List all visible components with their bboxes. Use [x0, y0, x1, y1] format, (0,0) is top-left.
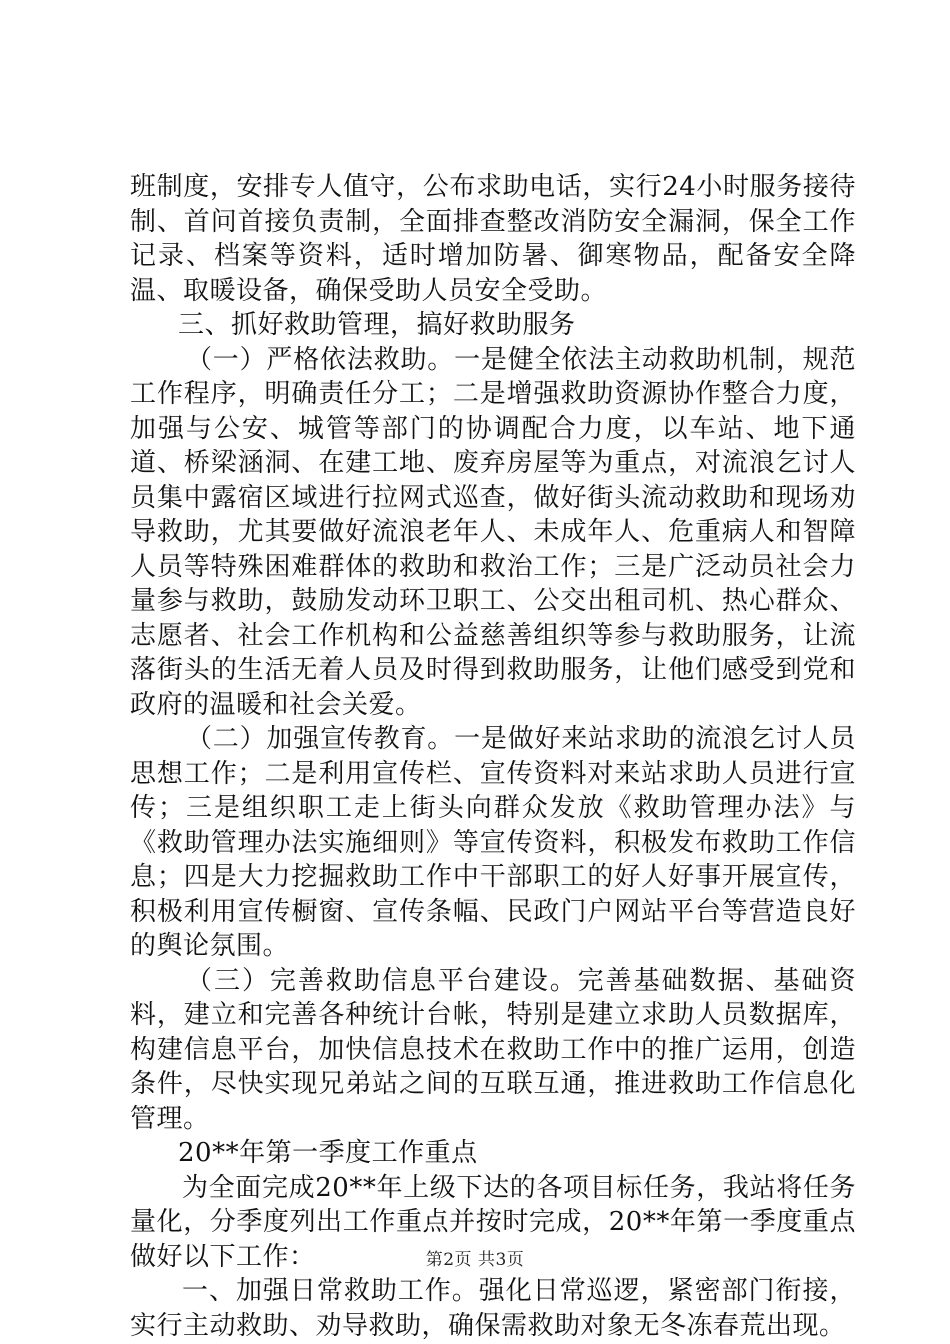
paragraph-q1-intro: 为全面完成20**年上级下达的各项目标任务，我站将任务量化，分季度列出工作重点并按时完成，20**年第一季度重点做好以下工作： — [130, 1172, 856, 1272]
paragraph-duty-system: 班制度，安排专人值守，公布求助电话，实行24小时服务接待制、首问首接负责制，全面排查整改消防安全漏洞，保全工作记录、档案等资料，适时增加防暑、御寒物品，配备安全降温、取暖设备，确保受助人员安全受助。 — [130, 172, 856, 306]
paragraph-daily-assistance: 一、加强日常救助工作。强化日常巡逻，紧密部门衔接，实行主动救助、劝导救助，确保需救助对象无冬冻春荒出现。 — [130, 1276, 856, 1341]
section-heading-3: 三、抓好救助管理，搞好救助服务 — [178, 310, 576, 340]
page-footer: 第2页 共3页 — [425, 1250, 525, 1270]
paragraph-publicity-education: （二）加强宣传教育。一是做好来站求助的流浪乞讨人员思想工作；二是利用宣传栏、宣传资料对来站求助人员进行宣传；三是组织职工走上街头向群众发放《救助管理办法》与《救助管理办法实施细则》等宣传资料，积极发布救助工作信息；四是大力挖掘救助工作中干部职工的好人好事开展宣传，积极利用宣传橱窗、宣传条幅、民政门户网站平台等营造良好的舆论氛围。 — [130, 724, 856, 961]
paragraph-lawful-assistance: （一）严格依法救助。一是健全依法主动救助机制，规范工作程序，明确责任分工；二是增强救助资源协作整合力度，加强与公安、城管等部门的协调配合力度，以车站、地下通道、桥梁涵洞、在建工地、废弃房屋等为重点，对流浪乞讨人员集中露宿区域进行拉网式巡查，做好街头流动救助和现场劝导救助，尤其要做好流浪老年人、未成年人、危重病人和智障人员等特殊困难群体的救助和救治工作；三是广泛动员社会力量参与救助，鼓励发动环卫职工、公交出租司机、热心群众、志愿者、社会工作机构和公益慈善组织等参与救助服务，让流落街头的生活无着人员及时得到救助服务，让他们感受到党和政府的温暖和社会关爱。 — [130, 344, 856, 720]
heading-q1-focus: 20**年第一季度工作重点 — [178, 1138, 478, 1168]
document-body — [130, 170, 856, 1343]
paragraph-info-platform: （三）完善救助信息平台建设。完善基础数据、基础资料，建立和完善各种统计台帐，特别是建立求助人员数据库，构建信息平台，加快信息技术在救助工作中的推广运用，创造条件，尽快实现兄弟站之间的互联互通，推进救助工作信息化管理。 — [130, 965, 856, 1134]
